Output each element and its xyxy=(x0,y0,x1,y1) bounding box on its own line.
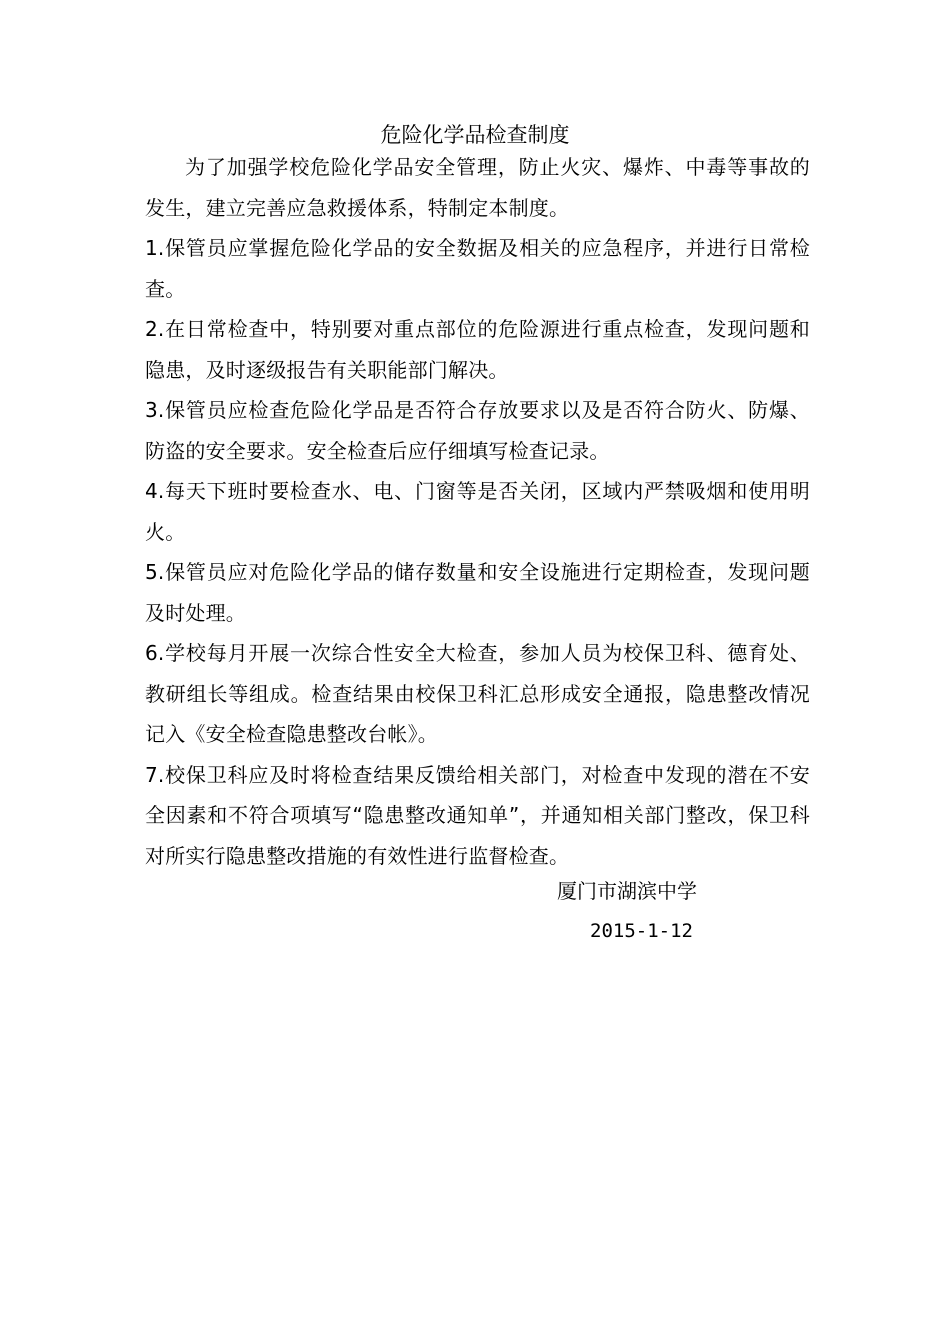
rule-item-5: 5.保管员应对危险化学品的储存数量和安全设施进行定期检查，发现问题及时处理。 xyxy=(145,560,810,625)
rule-item-1: 1.保管员应掌握危险化学品的安全数据及相关的应急程序，并进行日常检查。 xyxy=(145,236,810,301)
signature-organization: 厦门市湖滨中学 xyxy=(557,879,697,903)
rule-item-4: 4.每天下班时要检查水、电、门窗等是否关闭，区域内严禁吸烟和使用明火。 xyxy=(145,479,810,544)
document-body xyxy=(145,147,810,876)
rule-item-3: 3.保管员应检查危险化学品是否符合存放要求以及是否符合防火、防爆、防盗的安全要求。安全检查后应仔细填写检查记录。 xyxy=(145,398,810,463)
document-title: 危险化学品检查制度 xyxy=(380,123,570,147)
rule-item-2: 2.在日常检查中，特别要对重点部位的危险源进行重点检查，发现问题和隐患，及时逐级报告有关职能部门解决。 xyxy=(145,317,810,382)
rule-item-6: 6.学校每月开展一次综合性安全大检查，参加人员为校保卫科、德育处、教研组长等组成。检查结果由校保卫科汇总形成安全通报，隐患整改情况记入《安全检查隐患整改台帐》。 xyxy=(145,641,810,746)
rule-item-7: 7.校保卫科应及时将检查结果反馈给相关部门，对检查中发现的潜在不安全因素和不符合项填写“隐患整改通知单”，并通知相关部门整改，保卫科对所实行隐患整改措施的有效性进行监督检查。 xyxy=(145,762,810,868)
signature-date: 2015-1-12 xyxy=(590,920,693,942)
intro-paragraph: 为了加强学校危险化学品安全管理，防止火灾、爆炸、中毒等事故的发生，建立完善应急救援体系，特制定本制度。 xyxy=(145,155,810,220)
